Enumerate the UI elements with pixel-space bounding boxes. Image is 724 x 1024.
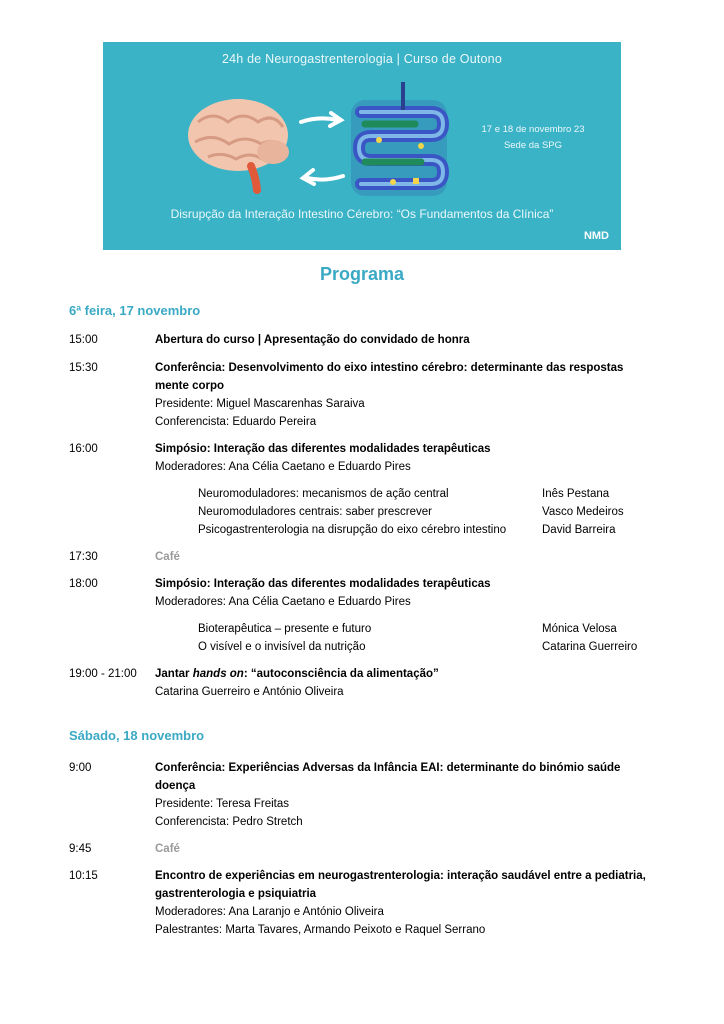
event-banner (103, 42, 621, 250)
session-speakers: Palestrantes: Marta Tavares, Armando Peixoto e Raquel Serrano (155, 924, 486, 936)
session-title-cont: doença (155, 780, 196, 792)
talk-speaker: Mónica Velosa (542, 623, 617, 635)
talk-topic: Neuromoduladores centrais: saber prescrever (198, 506, 432, 518)
session-people: Catarina Guerreiro e António Oliveira (155, 686, 344, 698)
session-time: 19:00 - 21:00 (69, 668, 137, 680)
session-title: Abertura do curso | Apresentação do convidado de honra (155, 334, 470, 346)
session-time: 15:30 (69, 362, 98, 374)
talk-topic: Psicogastrenterologia na disrupção do eixo cérebro intestino (198, 524, 507, 536)
brain-icon (188, 99, 289, 190)
session-title: Simpósio: Interação das diferentes modalidades terapêuticas (155, 443, 491, 455)
session-title: Simpósio: Interação das diferentes modalidades terapêuticas (155, 578, 491, 590)
session-title-cont: mente corpo (155, 380, 225, 392)
session-title-part: Jantar (155, 668, 193, 680)
session-president: Presidente: Miguel Mascarenhas Saraiva (155, 398, 365, 410)
banner-venue-line: Sede da SPG (503, 140, 563, 151)
talk-speaker: David Barreira (542, 524, 616, 536)
session-title (155, 665, 439, 683)
session-time: 18:00 (69, 578, 98, 590)
banner-subtitle: Disrupção da Interação Intestino Cérebro: “Os Fundamentos da Clínica” (170, 207, 554, 221)
banner-title: 24h de Neurogastrenterologia | Curso de Outono (222, 52, 502, 66)
session-time: 17:30 (69, 551, 98, 563)
arrow-right-icon (301, 113, 341, 126)
session-moderators: Moderadores: Ana Célia Caetano e Eduardo Pires (155, 461, 411, 473)
talk-speaker: Vasco Medeiros (542, 506, 624, 518)
intestine-icon (351, 82, 447, 196)
session-president: Presidente: Teresa Freitas (155, 798, 290, 810)
talk-topic: Neuromoduladores: mecanismos de ação central (198, 488, 449, 500)
break-label: Café (155, 551, 180, 563)
session-speaker: Conferencista: Pedro Stretch (155, 816, 303, 828)
session-title-cont: gastrenterologia e psiquiatria (155, 888, 317, 900)
session-title: Conferência: Desenvolvimento do eixo intestino cérebro: determinante das respostas (155, 362, 624, 374)
arrow-left-icon (303, 170, 343, 184)
session-title-italic: hands on (192, 668, 244, 680)
banner-date (473, 122, 593, 154)
break-label: Café (155, 843, 180, 855)
talk-topic: Bioterapêutica – presente e futuro (198, 623, 372, 635)
session-title: Conferência: Experiências Adversas da Infância EAI: determinante do binómio saúde (155, 762, 621, 774)
day1-heading: 6ª feira, 17 novembro (69, 303, 201, 318)
session-moderators: Moderadores: Ana Laranjo e António Oliveira (155, 906, 384, 918)
day2-heading: Sábado, 18 novembro (69, 728, 205, 743)
session-time: 16:00 (69, 443, 98, 455)
session-title-part: : “autoconsciência da alimentação” (243, 668, 439, 680)
session-time: 9:45 (69, 843, 92, 855)
program-title: Programa (319, 264, 405, 284)
session-time: 10:15 (69, 870, 98, 882)
session-title: Encontro de experiências em neurogastrenterologia: interação saudável entre a pediatria, (155, 870, 646, 882)
talk-topic: O visível e o invisível da nutrição (198, 641, 366, 653)
session-speaker: Conferencista: Eduardo Pereira (155, 416, 317, 428)
session-time: 9:00 (69, 762, 92, 774)
talk-speaker: Inês Pestana (542, 488, 610, 500)
banner-date-line: 17 e 18 de novembro 23 (481, 124, 585, 135)
nmd-logo: NMD (583, 230, 609, 242)
session-moderators: Moderadores: Ana Célia Caetano e Eduardo Pires (155, 596, 411, 608)
talk-speaker: Catarina Guerreiro (542, 641, 638, 653)
session-time: 15:00 (69, 334, 98, 346)
